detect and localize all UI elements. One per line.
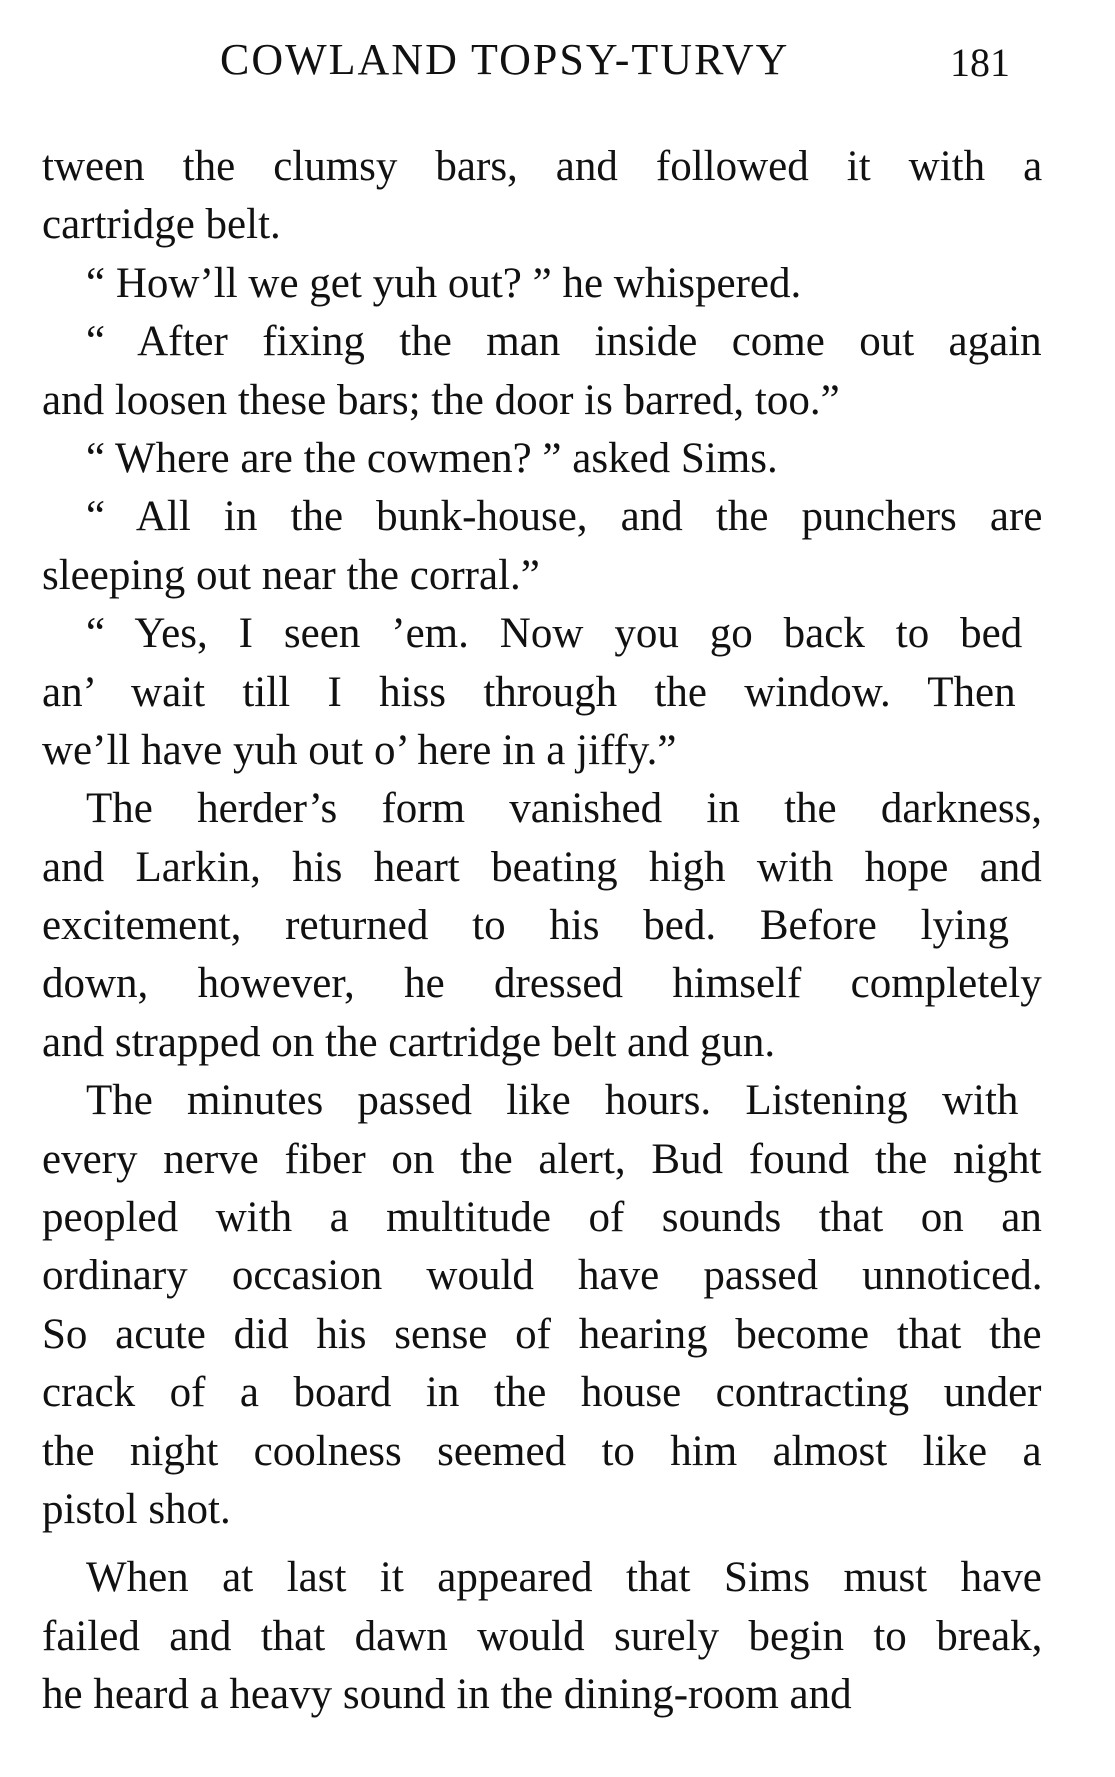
text-line: we’ll have yuh out o’ here in a jiffy.” <box>42 726 677 774</box>
text-line: “ After fixing the man inside come out again <box>86 318 1042 366</box>
text-line: When at last it appeared that Sims must have <box>86 1554 1042 1602</box>
text-line: failed and that dawn would surely begin to break, <box>42 1612 1043 1660</box>
text-line: ordinary occasion would have passed unnoticed. <box>42 1252 1043 1300</box>
text-line: “ Where are the cowmen? ” asked Sims. <box>86 434 778 482</box>
running-title: COWLAND TOPSY-TURVY <box>220 35 790 84</box>
text-line: sleeping out near the corral.” <box>42 551 540 599</box>
text-line: pistol shot. <box>42 1485 231 1533</box>
text-line: cartridge belt. <box>42 201 281 249</box>
text-line: tween the clumsy bars, and followed it with a <box>42 143 1043 190</box>
text-line: excitement, returned to his bed. Before lying <box>42 902 1009 950</box>
text-line: the night coolness seemed to him almost like a <box>42 1427 1042 1475</box>
text-line: and Larkin, his heart beating high with hope and <box>42 843 1042 891</box>
text-line: “ Yes, I seen ’em. Now you go back to bed <box>86 610 1023 658</box>
text-line: and loosen these bars; the door is barred, too.” <box>42 376 840 424</box>
text-line: every nerve fiber on the alert, Bud found the night <box>42 1135 1042 1183</box>
text-line: down, however, he dressed himself completely <box>42 960 1042 1008</box>
text-line: and strapped on the cartridge belt and gun. <box>42 1018 776 1066</box>
text-line: crack of a board in the house contracting under <box>42 1369 1042 1417</box>
text-line: So acute did his sense of hearing become that the <box>42 1310 1042 1358</box>
text-line: an’ wait till I hiss through the window. Then <box>42 668 1016 716</box>
page-number: 181 <box>950 40 1010 85</box>
text-line: The minutes passed like hours. Listening with <box>86 1077 1019 1125</box>
text-line: The herder’s form vanished in the darkness, <box>86 785 1043 833</box>
text-line: he heard a heavy sound in the dining-room and <box>42 1671 852 1719</box>
paragraph-gap <box>42 1539 1042 1549</box>
text-line: peopled with a multitude of sounds that on an <box>42 1194 1042 1242</box>
body-text <box>42 138 1042 1725</box>
text-line: “ All in the bunk-house, and the punchers are <box>86 493 1043 541</box>
text-line: “ How’ll we get yuh out? ” he whispered. <box>86 259 802 307</box>
